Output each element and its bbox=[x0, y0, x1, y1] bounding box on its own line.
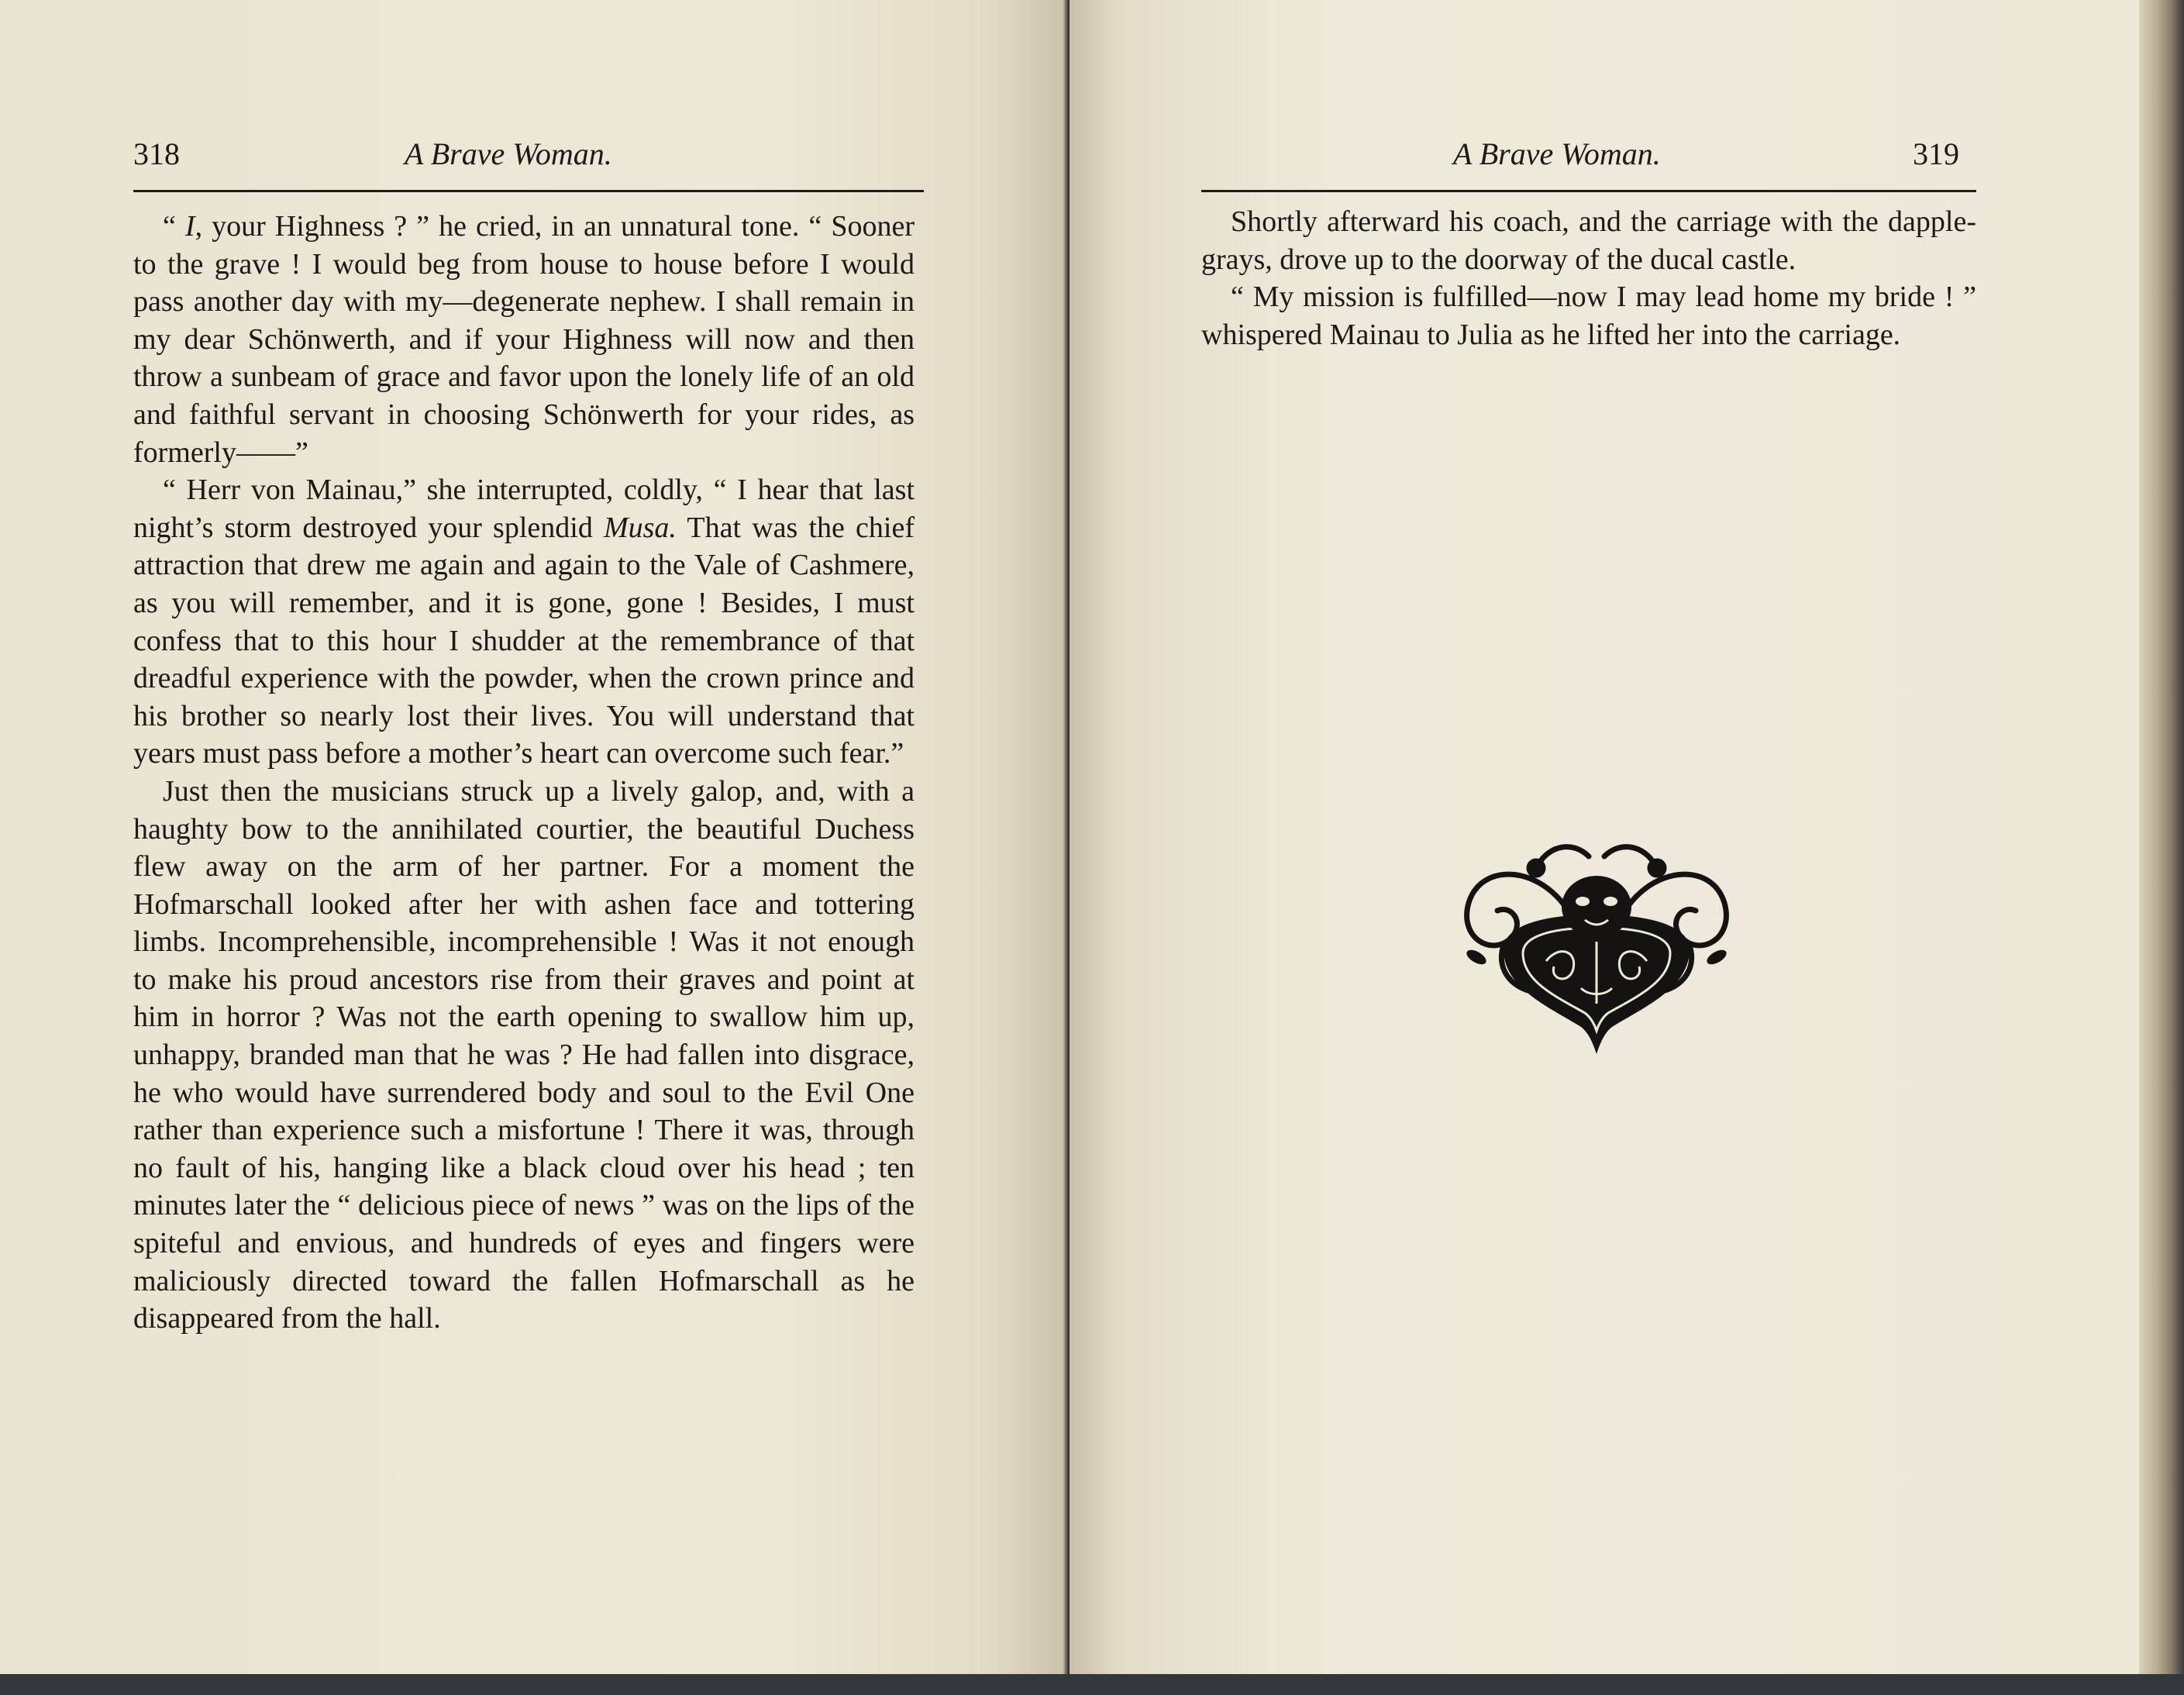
left-page-text bbox=[133, 208, 915, 1338]
book-bottom-edge bbox=[0, 1674, 2184, 1695]
left-page-header bbox=[133, 136, 924, 182]
italic-word: I bbox=[184, 210, 195, 243]
paragraph: Shortly afterward his coach, and the carriage with the dapple-grays, drove up to the doorway of the ducal castle. bbox=[1201, 205, 1976, 276]
paragraph: Just then the musicians struck up a lively galop, and, with a haughty bow to the annihilated courtier, the beautiful Duchess flew away on the arm of her partner. For a moment the Hofmarschall looked after her with ashen face and tottering limbs. Incomprehensible, incomprehensible ! Was it not enough to make his proud ancestors rise from their graves and point at him in horror ? Was not the earth opening to swallow him up, unhappy, branded man that he was ? He had fallen into disgrace, he who would have surrendered body and soul to the Evil One rather than experience such a misfortune ! There it was, through no fault of his, hanging like a black cloud over his head ; ten minutes later the “ delicious piece of news ” was on the lips of the spiteful and envious, and hundreds of eyes and fingers were maliciously directed toward the fallen Hofmarschall as he disappeared from the hall. bbox=[133, 774, 915, 1335]
left-page bbox=[0, 0, 1070, 1674]
right-page-text bbox=[1201, 203, 1976, 353]
left-running-title: A Brave Woman. bbox=[405, 136, 612, 171]
left-page-number: 318 bbox=[133, 136, 180, 171]
right-running-title: A Brave Woman. bbox=[1453, 136, 1661, 171]
right-header-rule bbox=[1201, 190, 1976, 192]
right-page-header bbox=[1201, 136, 1976, 182]
right-page-number: 319 bbox=[1913, 136, 1959, 171]
left-header-rule bbox=[133, 190, 924, 192]
paragraph: “ My mission is fulfilled—now I may lead home my bride ! ” whispered Mainau to Julia as he lifted her into the carriage. bbox=[1201, 281, 1976, 351]
paragraph: “ I, your Highness ? ” he cried, in an unnatural tone. “ Sooner to the grave ! I would beg from house to house before I would pass another day with my—degenerate nephew. I shall remain in my dear Schönwerth, and if your Highness will now and then throw a sunbeam of grace and favor upon the lonely life of an old and faithful servant in choosing Schönwerth for your rides, as formerly——” bbox=[133, 210, 915, 469]
paragraph: “ Herr von Mainau,” she interrupted, coldly, “ I hear that last night’s storm destroyed your splendid Musa. That was the chief attraction that drew me again and again to the Vale of Cashmere, as you will remember, and it is gone, gone ! Besides, I must confess that to this hour I shudder at the remembrance of that dreadful experience with the powder, when the crown prince and his brother so nearly lost their lives. You will understand that years must pass before a mother’s heart can overcome such fear.” bbox=[133, 474, 915, 770]
italic-word: Musa. bbox=[603, 511, 677, 544]
page-edges bbox=[2139, 0, 2184, 1695]
tailpiece-ornament-icon bbox=[1449, 833, 1744, 1058]
